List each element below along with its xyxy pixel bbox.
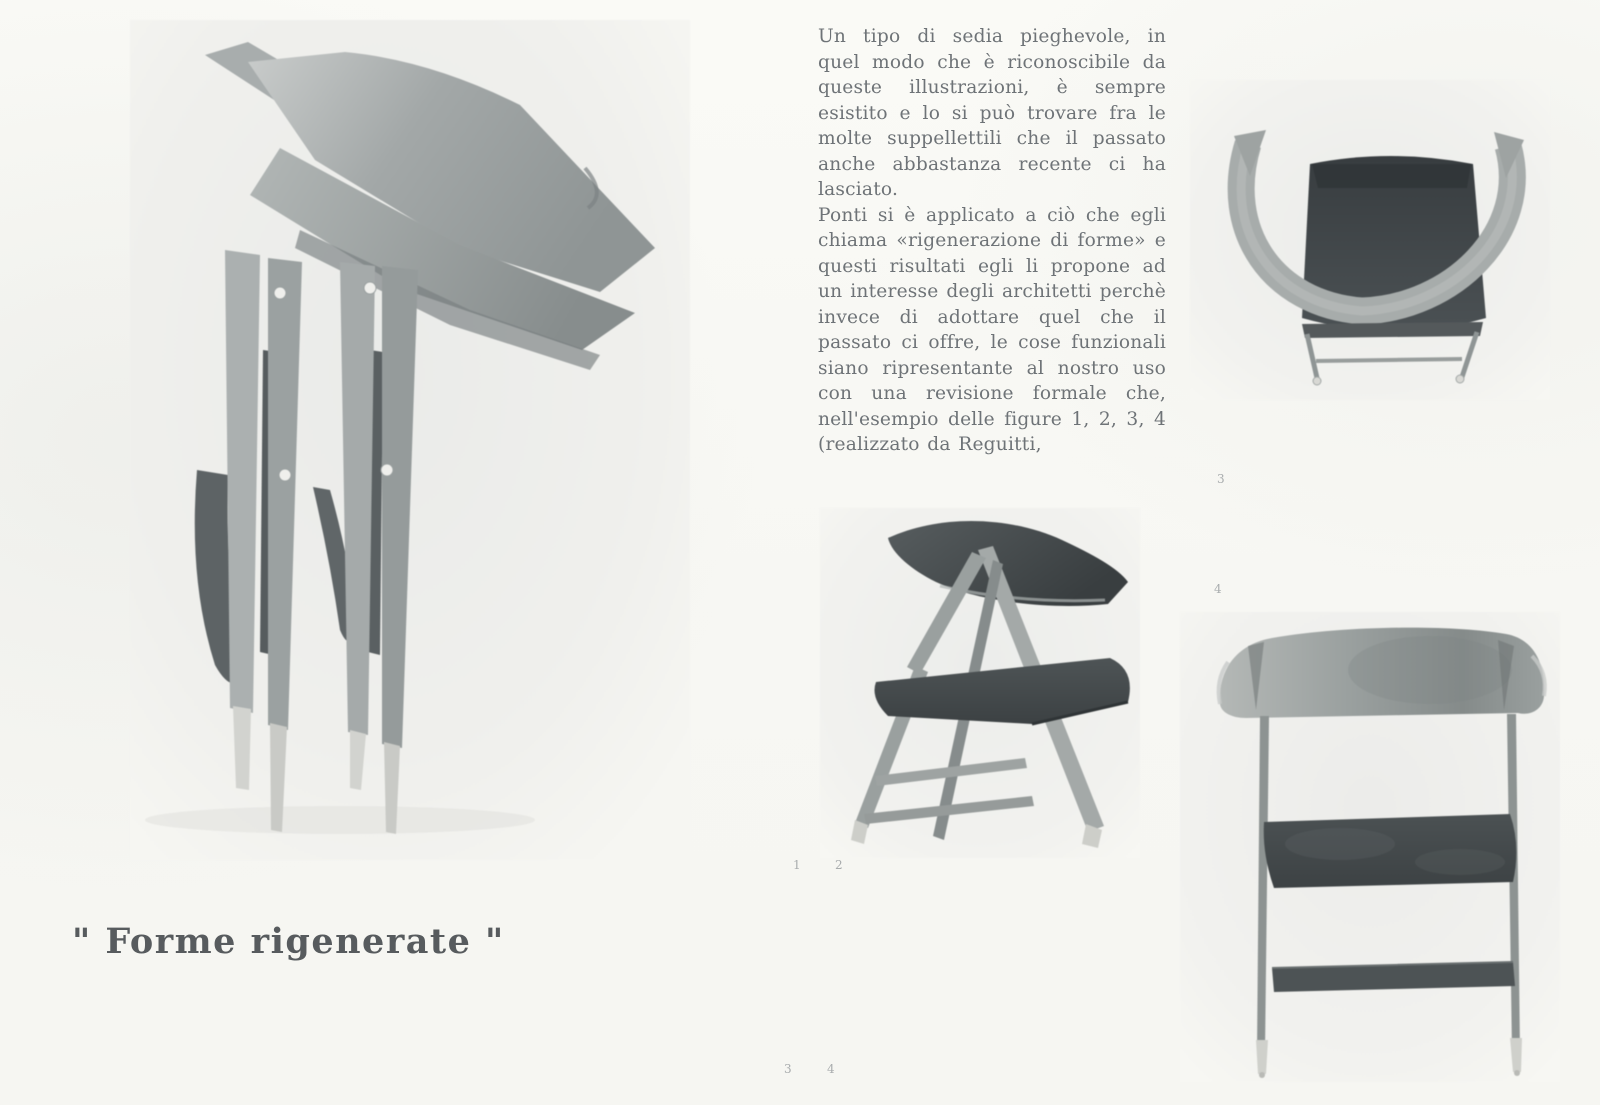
- figure-marker-2: 2: [835, 858, 843, 872]
- article-paragraph-2: Ponti si è applicato a ciò che egli chiama «rigenerazione di forme» e questi risultati egli li propone ad un interesse degli architetti perchè invece di adottare quel che il passato ci offre, le cose funzionali siano ripresentante al nostro uso con una revisione formale che, nell'esempio delle figure 1, 2, 3, 4 (realizzato da Reguitti,: [818, 204, 1166, 455]
- folded-chair-illustration: [130, 20, 690, 860]
- figure-marker-6: 4: [827, 1062, 835, 1076]
- photo-chair-side-view: [820, 508, 1140, 858]
- chair-side-view-illustration: [820, 508, 1140, 858]
- article-column: [818, 24, 1166, 458]
- article-paragraph-1: Un tipo di sedia pieghevole, in quel modo che è riconoscibile da queste illustrazioni, è sempre esistito e lo si può trovare fra le molte suppellettili che il passato anche abbastanza recente ci ha lasciato.: [818, 26, 1166, 200]
- photo-folded-folding-chair: [130, 20, 690, 860]
- page-title: " Forme rigenerate ": [72, 921, 505, 962]
- chair-top-view-illustration: [1190, 80, 1550, 400]
- figure-marker-3: 3: [1217, 472, 1225, 486]
- photo-chair-top-view: [1190, 80, 1550, 400]
- figure-marker-1: 1: [793, 858, 801, 872]
- photo-chair-front-view: [1180, 612, 1560, 1082]
- figure-marker-4: 4: [1214, 582, 1222, 596]
- chair-front-view-illustration: [1180, 612, 1560, 1082]
- figure-marker-5: 3: [784, 1062, 792, 1076]
